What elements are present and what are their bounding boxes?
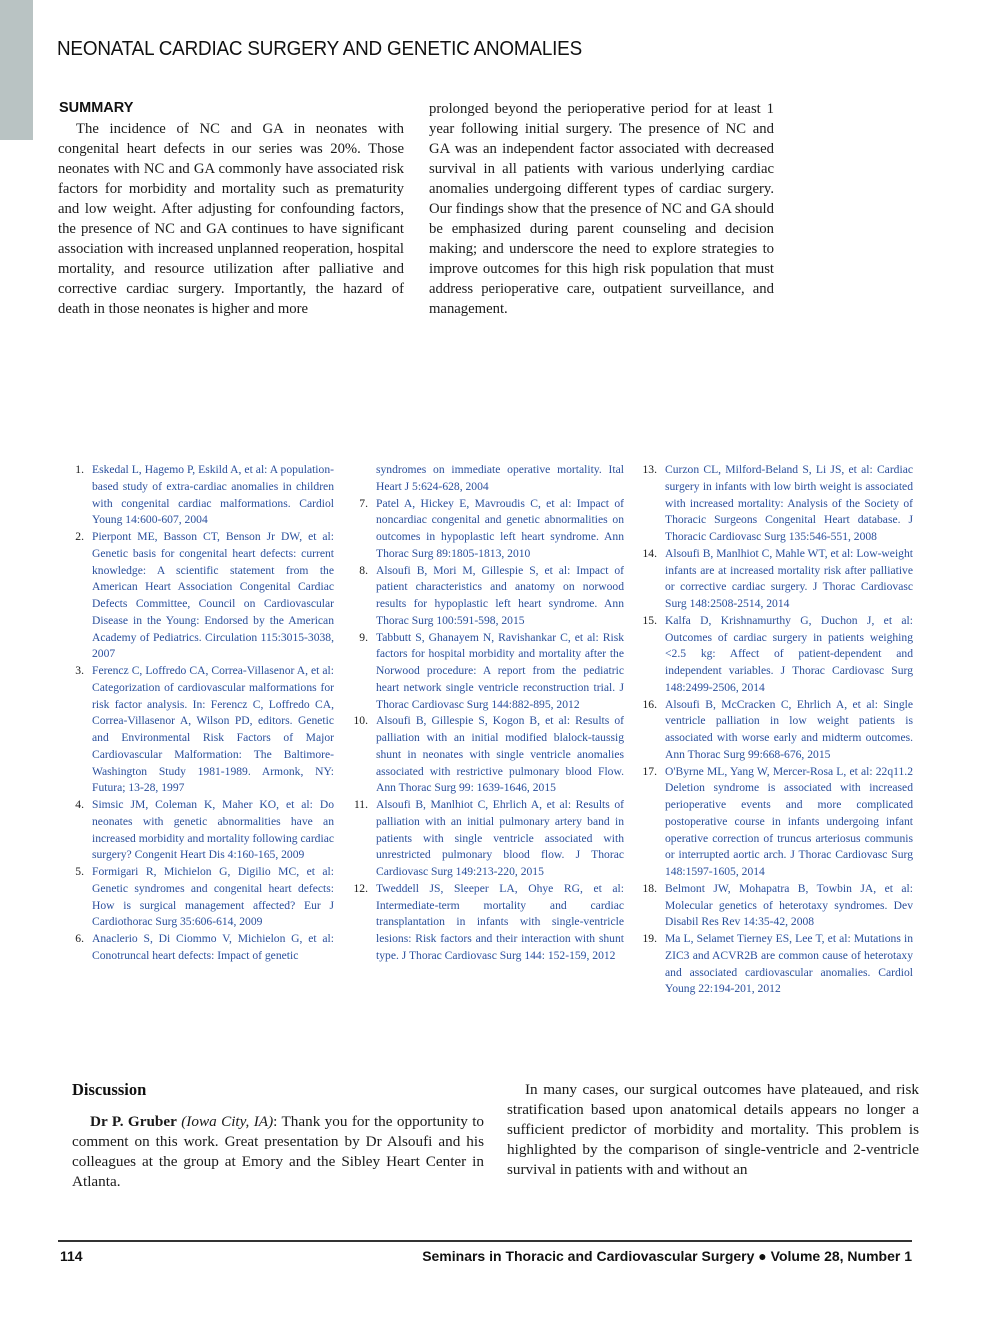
reference-item[interactable] bbox=[346, 713, 624, 797]
reference-item[interactable] bbox=[635, 546, 913, 613]
reference-link[interactable]: Alsoufi B, McCracken C, Ehrlich A, et al: Single ventricle palliation in low weight patients is associated with worse early and midterm outcomes. Ann Thorac Surg 99:668-676, 2015 bbox=[665, 697, 913, 761]
reference-item[interactable] bbox=[635, 613, 913, 697]
reference-item[interactable] bbox=[635, 764, 913, 881]
reference-link[interactable]: Alsoufi B, Manlhiot C, Mahle WT, et al: Low-weight infants are at increased mortality risk after palliative or corrective cardiac surgery. J Thorac Cardiovasc Surg 148:2508-2514, 2014 bbox=[665, 546, 913, 610]
reference-number: 16. bbox=[642, 697, 657, 711]
reference-link[interactable]: Curzon CL, Milford-Beland S, Li JS, et al: Cardiac surgery in infants with low birth weight is associated with increased mortality: Analysis of the Society of Thoracic Surgeons Congenital Heart database. J Thoracic Cardiovasc Surg 135:546-551, 2008 bbox=[665, 463, 913, 543]
page-number: 114 bbox=[60, 1248, 83, 1264]
reference-item[interactable] bbox=[62, 462, 334, 529]
reference-link[interactable]: Tabbutt S, Ghanayem N, Ravishankar C, et al: Risk factors for hospital morbidity and mortality after the Norwood procedure: A report from the pediatric heart network single ventricle reconstruction trial. J Thorac Cardiovasc Surg 144:882-895, 2012 bbox=[376, 630, 624, 711]
reference-link[interactable]: Alsoufi B, Gillespie S, Kogon B, et al: Results of palliation with an initial modified blalock-taussig shunt in neonates with single ventricle anomalies associated with restrictive pulmonary blood Flow. Ann Thorac Surg 99: 1639-1646, 2015 bbox=[376, 714, 624, 795]
reference-item[interactable] bbox=[635, 881, 913, 931]
header-color-band bbox=[0, 0, 33, 140]
reference-item[interactable] bbox=[346, 563, 624, 630]
reference-link[interactable]: Alsoufi B, Mori M, Gillespie S, et al: Impact of patient characteristics and anatomy on norwood results for hypoplastic left heart syndrome. Ann Thorac Surg 100:591-598, 2015 bbox=[376, 563, 624, 627]
reference-number: 6. bbox=[75, 932, 84, 945]
journal-citation: Seminars in Thoracic and Cardiovascular Surgery ● Volume 28, Number 1 bbox=[422, 1248, 912, 1264]
speaker-affiliation: (Iowa City, IA) bbox=[181, 1113, 274, 1130]
footer-divider bbox=[58, 1240, 912, 1242]
discussion-paragraph-right: In many cases, our surgical outcomes have plateaued, and risk stratification based upon anatomical details appears no longer a sufficient predictor of morbidity and mortality. This problem is highlighted by the comparison of single-ventricle and 2-ventricle survival in patients with and without an bbox=[507, 1081, 919, 1178]
discussion-text-left: : Thank you for the opportunity to comment on this work. Great presentation by Dr Alsoufi and his colleagues at the group at Emory and the Sibley Heart Center in Atlanta. bbox=[72, 1113, 485, 1190]
reference-column-2 bbox=[346, 462, 624, 965]
running-title: NEONATAL CARDIAC SURGERY AND GENETIC ANOMALIES bbox=[57, 37, 582, 60]
summary-paragraph-right: prolonged beyond the perioperative period for at least 1 year following initial surgery. The presence of NC and GA was an independent factor associated with decreased survival in all patients with various underlying cardiac anomalies undergoing different types of cardiac surgery. Our findings show that the presence of NC and GA should be emphasized during parent counseling and decision making; and underscore the need to explore strategies to improve outcomes for this high risk population that must address perioperative care, outpatient surveillance, and management. bbox=[429, 101, 774, 317]
discussion-heading: Discussion bbox=[72, 1080, 147, 1099]
reference-link[interactable]: Simsic JM, Coleman K, Maher KO, et al: Do neonates with genetic abnormalities have an increased morbidity and mortality following cardiac surgery? Congenit Heart Dis 4:160-165, 2009 bbox=[92, 798, 334, 862]
reference-number: 9. bbox=[359, 630, 368, 644]
reference-link[interactable]: Alsoufi B, Manlhiot C, Ehrlich A, et al: Results of palliation with an initial pulmonary artery band in patients with single ventricle associated with unrestricted pulmonary blood flow. J Thorac Cardiovasc Surg 149:213-220, 2015 bbox=[376, 798, 624, 878]
reference-number: 12. bbox=[353, 881, 368, 895]
reference-item[interactable] bbox=[62, 864, 334, 931]
reference-link[interactable]: Anaclerio S, Di Ciommo V, Michielon G, et al: Conotruncal heart defects: Impact of genetic bbox=[92, 932, 334, 962]
reference-number: 19. bbox=[642, 932, 657, 945]
reference-column-3 bbox=[635, 462, 913, 998]
speaker-name: Dr P. Gruber bbox=[90, 1113, 177, 1130]
reference-number: 5. bbox=[75, 865, 84, 878]
discussion-column-left bbox=[72, 1112, 484, 1192]
reference-link[interactable]: Tweddell JS, Sleeper LA, Ohye RG, et al: Intermediate-term mortality and cardiac transplantation in infants with single-ventricle lesions: Risk factors and their interaction with shunt type. J Thorac Cardiovasc Surg 144: 152-159, 2012 bbox=[376, 881, 624, 962]
reference-number: 8. bbox=[359, 563, 368, 577]
reference-number: 18. bbox=[642, 881, 657, 895]
reference-item[interactable] bbox=[62, 797, 334, 864]
reference-link[interactable]: Eskedal L, Hagemo P, Eskild A, et al: A population-based study of extra-cardiac anomalies in children with congenital cardiac malformations. Cardiol Young 14:600-607, 2004 bbox=[92, 463, 334, 527]
reference-number: 7. bbox=[359, 496, 368, 510]
summary-column-right bbox=[429, 99, 774, 319]
reference-number: 10. bbox=[353, 714, 368, 728]
reference-number: 13. bbox=[642, 463, 657, 476]
reference-item[interactable] bbox=[62, 663, 334, 797]
reference-item[interactable] bbox=[346, 462, 624, 496]
reference-item[interactable] bbox=[635, 697, 913, 764]
reference-item[interactable] bbox=[62, 529, 334, 663]
reference-item[interactable] bbox=[635, 462, 913, 546]
summary-paragraph-left: The incidence of NC and GA in neonates with congenital heart defects in our series was 20%. Those neonates with NC and GA commonly have associated risk factors for morbidity and mortality such as prematurity and low weight. After adjusting for confounding factors, the presence of NC and GA continues to have significant association with increased unplanned reoperation, hospital mortality, and resource utilization after palliative and corrective cardiac surgery. Importantly, the hazard of death in those neonates is higher and more bbox=[58, 121, 404, 317]
reference-link[interactable]: syndromes on immediate operative mortality. Ital Heart J 5:624-628, 2004 bbox=[376, 463, 624, 493]
reference-number: 17. bbox=[642, 764, 657, 778]
reference-link[interactable]: Kalfa D, Krishnamurthy G, Duchon J, et al: Outcomes of cardiac surgery in patients weighing <2.5 kg: Affect of patient-dependent and independent variables. J Thorac Cardiovasc Surg 148:2499-2506, 2014 bbox=[665, 613, 913, 694]
reference-link[interactable]: Formigari R, Michielon G, Digilio MC, et al: Genetic syndromes and congenital heart defects: How is surgical management affected? Eur J Cardiothorac Surg 35:606-614, 2009 bbox=[92, 865, 334, 929]
reference-item[interactable] bbox=[346, 630, 624, 714]
reference-number: 14. bbox=[642, 546, 657, 560]
reference-item[interactable] bbox=[62, 931, 334, 965]
reference-number: 11. bbox=[353, 798, 368, 811]
summary-column-left bbox=[58, 99, 404, 319]
reference-number: 15. bbox=[642, 613, 657, 627]
reference-number: 4. bbox=[75, 798, 84, 811]
reference-item[interactable] bbox=[635, 931, 913, 998]
discussion-column-right bbox=[507, 1080, 919, 1180]
reference-item[interactable] bbox=[346, 881, 624, 965]
reference-link[interactable]: Belmont JW, Mohapatra B, Towbin JA, et al: Molecular genetics of heterotaxy syndromes. Dev Disabil Res Rev 14:35-42, 2008 bbox=[665, 881, 913, 929]
reference-link[interactable]: Ma L, Selamet Tierney ES, Lee T, et al: Mutations in ZIC3 and ACVR2B are common cause of heterotaxy and associated cardiovascular anomalies. Cardiol Young 22:194-201, 2012 bbox=[665, 932, 913, 996]
reference-link[interactable]: Ferencz C, Loffredo CA, Correa-Villasenor A, et al: Categorization of cardiovascular malformations for risk factor analysis. In: Ferencz C, Loffredo CA, Correa-Villasenor A, Wilson PD, editors. Genetic and Environmental Risk Factors of Major Cardiovascular Malformation: The Baltimore-Washington Study 1981-1989. Armonk, NY: Futura; 13-28, 1997 bbox=[92, 664, 334, 795]
reference-link[interactable]: Pierpont ME, Basson CT, Benson Jr DW, et al: Genetic basis for congenital heart defects: current knowledge: A scientific statement from the American Heart Association Congenital Cardiac Defects Committee, Council on Cardiovascular Disease in the Young: Endorsed by the American Academy of Pediatrics. Circulation 115:3015-3038, 2007 bbox=[92, 530, 334, 661]
reference-link[interactable]: O'Byrne ML, Yang W, Mercer-Rosa L, et al: 22q11.2 Deletion syndrome is associated with increased perioperative events and more complicated postoperative course in infants undergoing infant operative correction of truncus arteriosus communis or interrupted aortic arch. J Thorac Cardiovasc Surg 148:1597-1605, 2014 bbox=[665, 764, 913, 878]
reference-item[interactable] bbox=[346, 797, 624, 881]
reference-number: 2. bbox=[75, 530, 84, 543]
summary-heading: SUMMARY bbox=[59, 100, 134, 116]
discussion-paragraph-left bbox=[72, 1112, 484, 1192]
reference-link[interactable]: Patel A, Hickey E, Mavroudis C, et al: Impact of noncardiac congenital and genetic abnormalities on outcomes in hypoplastic left heart syndrome. Ann Thorac Surg 89:1805-1813, 2010 bbox=[376, 496, 624, 560]
reference-column-1 bbox=[62, 462, 334, 965]
reference-number: 1. bbox=[75, 463, 84, 476]
reference-number: 3. bbox=[75, 664, 84, 677]
reference-item[interactable] bbox=[346, 496, 624, 563]
